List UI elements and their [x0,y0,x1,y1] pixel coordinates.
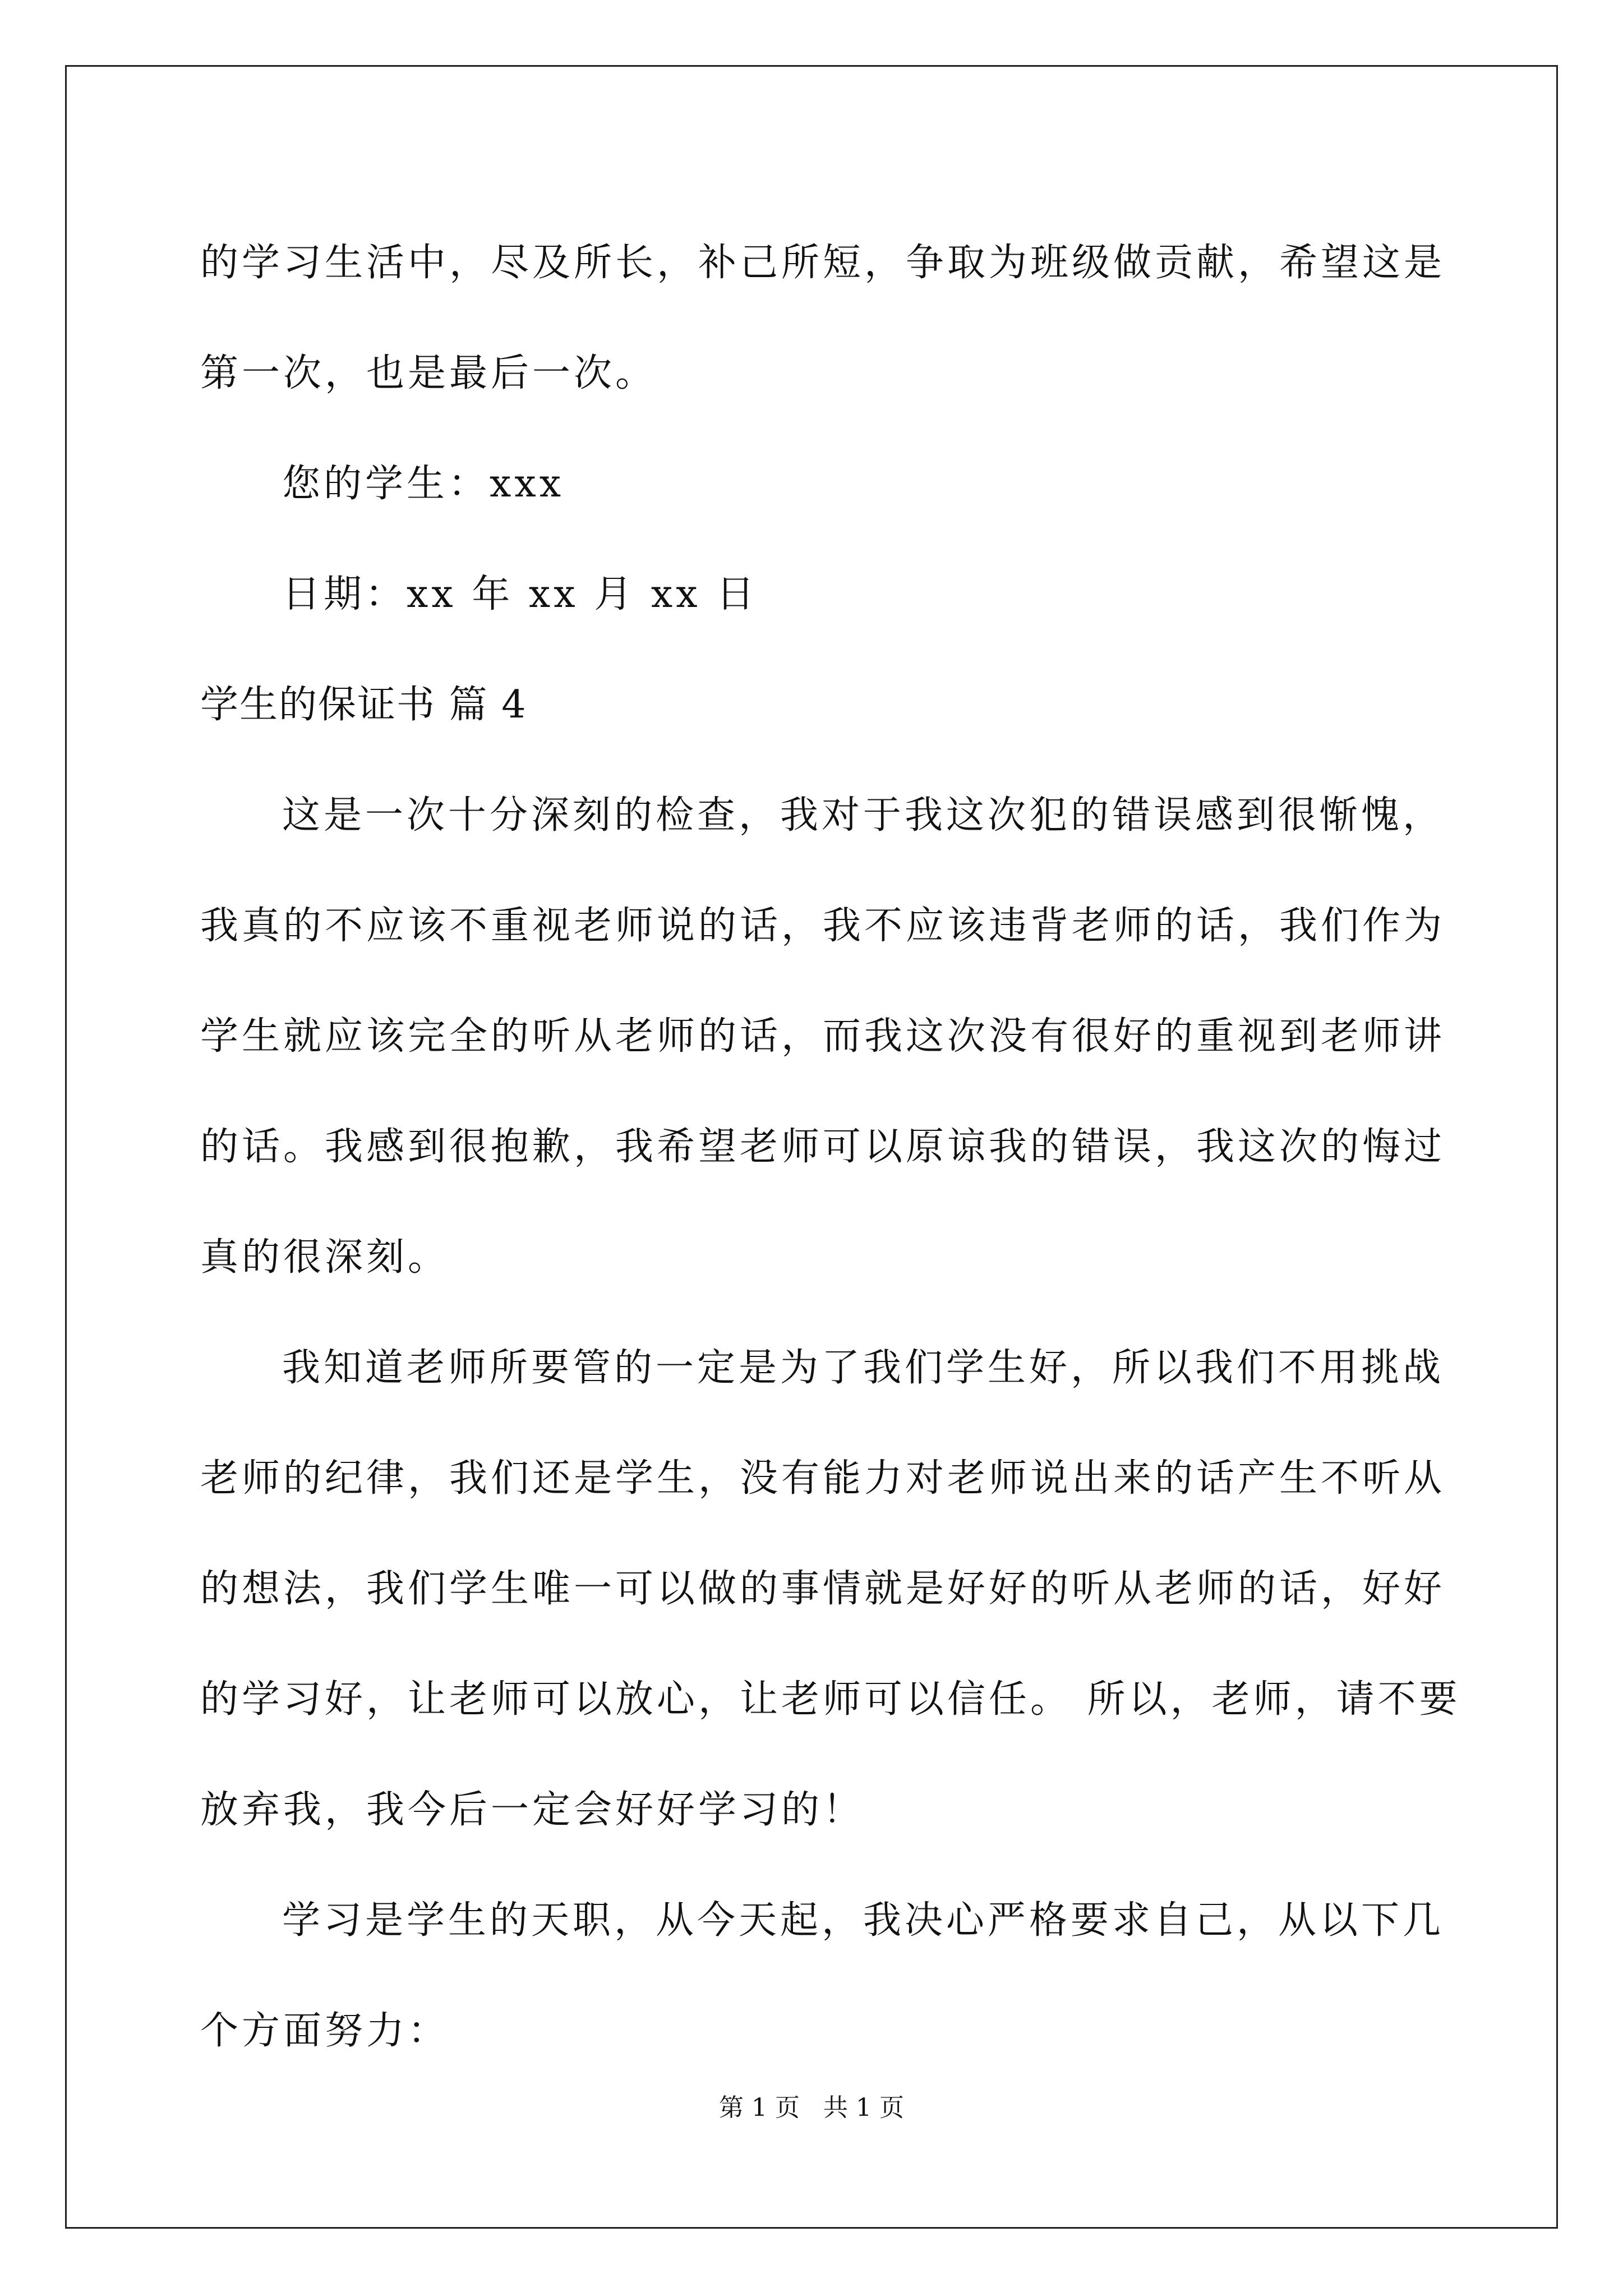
paragraph-line: 学习是学生的天职，从今天起，我决心严格要求自己，从以下几 [282,1898,1445,1943]
paragraph-line: 的学习好，让老师可以放心，让老师可以信任。 所以，老师，请不要 [200,1677,1461,1722]
page-footer: 第 1 页 共 1 页 [719,2093,904,2122]
paragraph-line: 学生就应该完全的听从老师的话，而我这次没有很好的重视到老师讲 [200,1014,1446,1059]
paragraph-line: 这是一次十分深刻的检查，我对于我这次犯的错误感到很惭愧， [282,793,1445,838]
paragraph-line: 我知道老师所要管的一定是为了我们学生好，所以我们不用挑战 [282,1346,1445,1390]
document-body [200,208,1461,2086]
paragraph-line: 个方面努力： [200,2009,450,2053]
paragraph-line: 我真的不应该不重视老师说的话，我不应该违背老师的话，我们作为 [200,904,1446,948]
paragraph-line: 放弃我，我今后一定会好好学习的！ [200,1788,865,1832]
paragraph-line: 第一次，也是最后一次。 [200,351,657,395]
section-heading: 学生的保证书 篇 4 [200,683,527,727]
paragraph-line: 真的很深刻。 [200,1235,450,1280]
paragraph-line: 老师的纪律，我们还是学生，没有能力对老师说出来的话产生不听从 [200,1456,1446,1501]
signature-line: 您的学生：xxx [282,462,565,506]
paragraph-line: 的学习生活中，尽及所长，补己所短，争取为班级做贡献，希望这是 [200,241,1446,285]
paragraph-line: 的话。我感到很抱歉，我希望老师可以原谅我的错误，我这次的悔过 [200,1125,1446,1169]
date-line: 日期：xx 年 xx 月 xx 日 [282,572,758,616]
paragraph-line: 的想法，我们学生唯一可以做的事情就是好好的听从老师的话，好好 [200,1567,1446,1611]
